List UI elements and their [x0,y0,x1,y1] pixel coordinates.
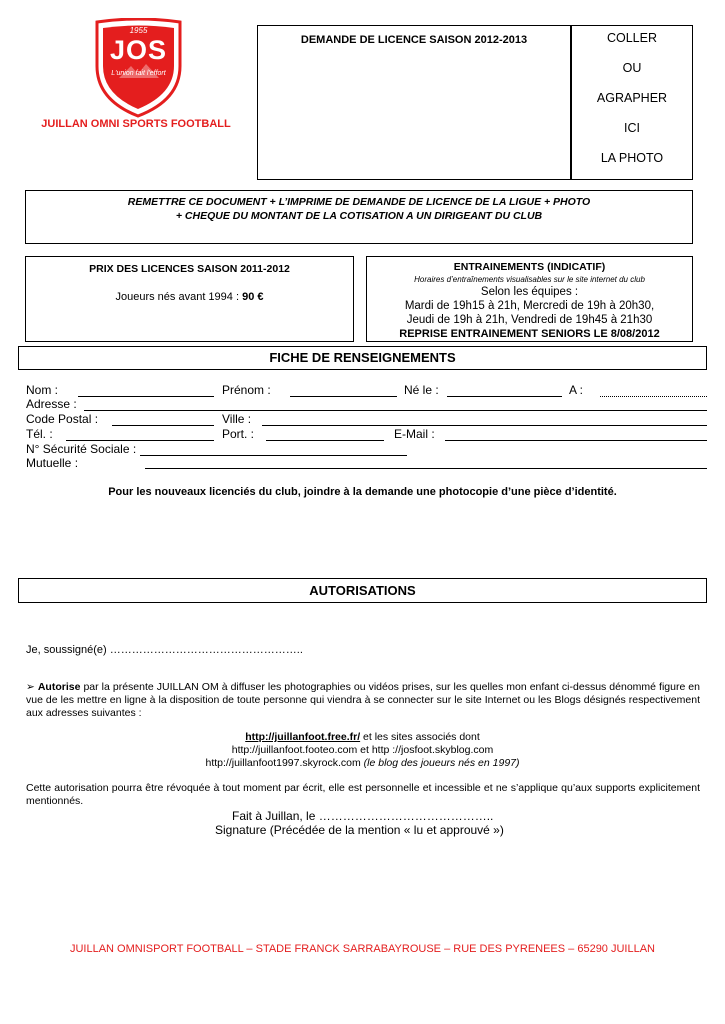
nom-label: Nom : [26,383,59,397]
tel-field[interactable] [66,440,214,441]
photo-box [571,25,693,180]
soussigne-line: Je, soussigné(e) …………………………………………….. [26,644,303,656]
prices-label: Joueurs nés avant 1994 : [115,291,243,303]
birthplace-field[interactable] [600,396,707,397]
mutuelle-label: Mutuelle : [26,456,79,470]
nom-field[interactable] [78,396,214,397]
email-field[interactable] [445,440,707,441]
document-title: DEMANDE DE LICENCE SAISON 2012-2013 [300,34,528,46]
birthdate-field[interactable] [447,396,562,397]
training-subtitle: Horaires d’entraînements visualisables sur le site internet du club [414,275,645,284]
authorization-paragraph [26,681,700,720]
signature-line: Signature (Précédée de la mention « lu et approuvé ») [215,823,504,837]
photo-line: AGRAPHER [596,91,668,105]
port-label: Port. : [222,427,255,441]
revocation-paragraph: Cette autorisation pourra être révoquée à tout moment par écrit, elle est personnelle et incessible et ne s’applique qu’aux supports explicitement mentionnés. [26,782,700,807]
notice-line-1: REMETTRE CE DOCUMENT + L’IMPRIME DE DEMANDE DE LICENCE DE LA LIGUE + PHOTO [127,196,591,208]
authorization-text: par la présente JUILLAN OM à diffuser les photographies ou vidéos prises, sur les quelles mon enfant ci-dessus dénommé figure en vue de les mettre en ligne à la disposition de toute personne qui viendra à se connecter sur le site Internet ou les Blogs désignés respectivement aux adresses suivantes : [26,681,700,719]
training-line: Jeudi de 19h à 21h, Vendredi de 19h45 à 21h30 [406,314,653,326]
auth-header [18,578,707,603]
training-reprise: REPRISE ENTRAINEMENT SENIORS LE 8/08/2012 [399,328,660,340]
info-title: FICHE DE RENSEIGNEMENTS [269,350,456,365]
email-label: E-Mail : [394,427,435,441]
tel-label: Tél. : [26,427,53,441]
prices-title: PRIX DES LICENCES SAISON 2011-2012 [89,263,290,275]
training-line: Mardi de 19h15 à 21h, Mercredi de 19h à 20h30, [404,300,655,312]
training-line: Selon les équipes : [480,286,579,298]
adresse-field[interactable] [84,410,707,411]
training-box [366,256,693,342]
mutuelle-field[interactable] [145,468,707,469]
logo-year: 1955 [129,26,148,35]
club-logo [91,18,186,118]
adresse-label: Adresse : [26,397,77,411]
club-name: JUILLAN OMNI SPORTS FOOTBALL [41,118,231,130]
bullet-icon: ➢ [26,681,35,693]
notice-line-2: + CHEQUE DU MONTANT DE LA COTISATION A UN DIRIGEANT DU CLUB [175,210,543,222]
ville-label: Ville : [222,412,252,426]
photo-line: LA PHOTO [600,151,664,165]
prices-amount: 90 € [242,291,264,303]
blog-link: http://juillanfoot1997.skyrock.com [205,757,361,769]
link-line-3 [0,757,725,769]
notice-box [25,190,693,244]
birthplace-label: A : [569,383,584,397]
prenom-field[interactable] [290,396,397,397]
info-header [18,346,707,370]
logo-motto: L'union fait l'effort [111,70,166,77]
link-suffix: et les sites associés dont [360,731,480,743]
site-link[interactable]: http://juillanfoot.free.fr/ [245,731,361,743]
photo-line: COLLER [606,31,658,45]
identity-note: Pour les nouveaux licenciés du club, joindre à la demande une photocopie d’une pièce d’identité. [108,486,617,498]
autorise-word: Autorise [37,681,81,693]
link-line-2: http://juillanfoot.footeo.com et http ://josfoot.skyblog.com [231,744,494,756]
port-field[interactable] [266,440,384,441]
code-postal-label: Code Postal : [26,412,99,426]
ville-field[interactable] [262,425,707,426]
prices-box [25,256,354,342]
training-title: ENTRAINEMENTS (INDICATIF) [453,261,606,273]
secu-label: N° Sécurité Sociale : [26,442,137,456]
prices-line [26,291,353,303]
code-postal-field[interactable] [112,425,214,426]
auth-title: AUTORISATIONS [309,583,416,598]
prenom-label: Prénom : [222,383,271,397]
blog-note: (le blog des joueurs nés en 1997) [360,757,520,769]
secu-field[interactable] [140,455,407,456]
photo-line: OU [622,61,642,75]
photo-line: ICI [624,121,640,135]
birthdate-label: Né le : [404,383,439,397]
title-box [257,25,571,180]
logo-letters: JOS [109,35,168,65]
link-line-1 [0,731,725,743]
footer-address: JUILLAN OMNISPORT FOOTBALL – STADE FRANCK SARRABAYROUSE – RUE DES PYRENEES – 65290 JUILLAN [69,943,655,955]
fait-line: Fait à Juillan, le …………………………………….. [232,809,494,823]
